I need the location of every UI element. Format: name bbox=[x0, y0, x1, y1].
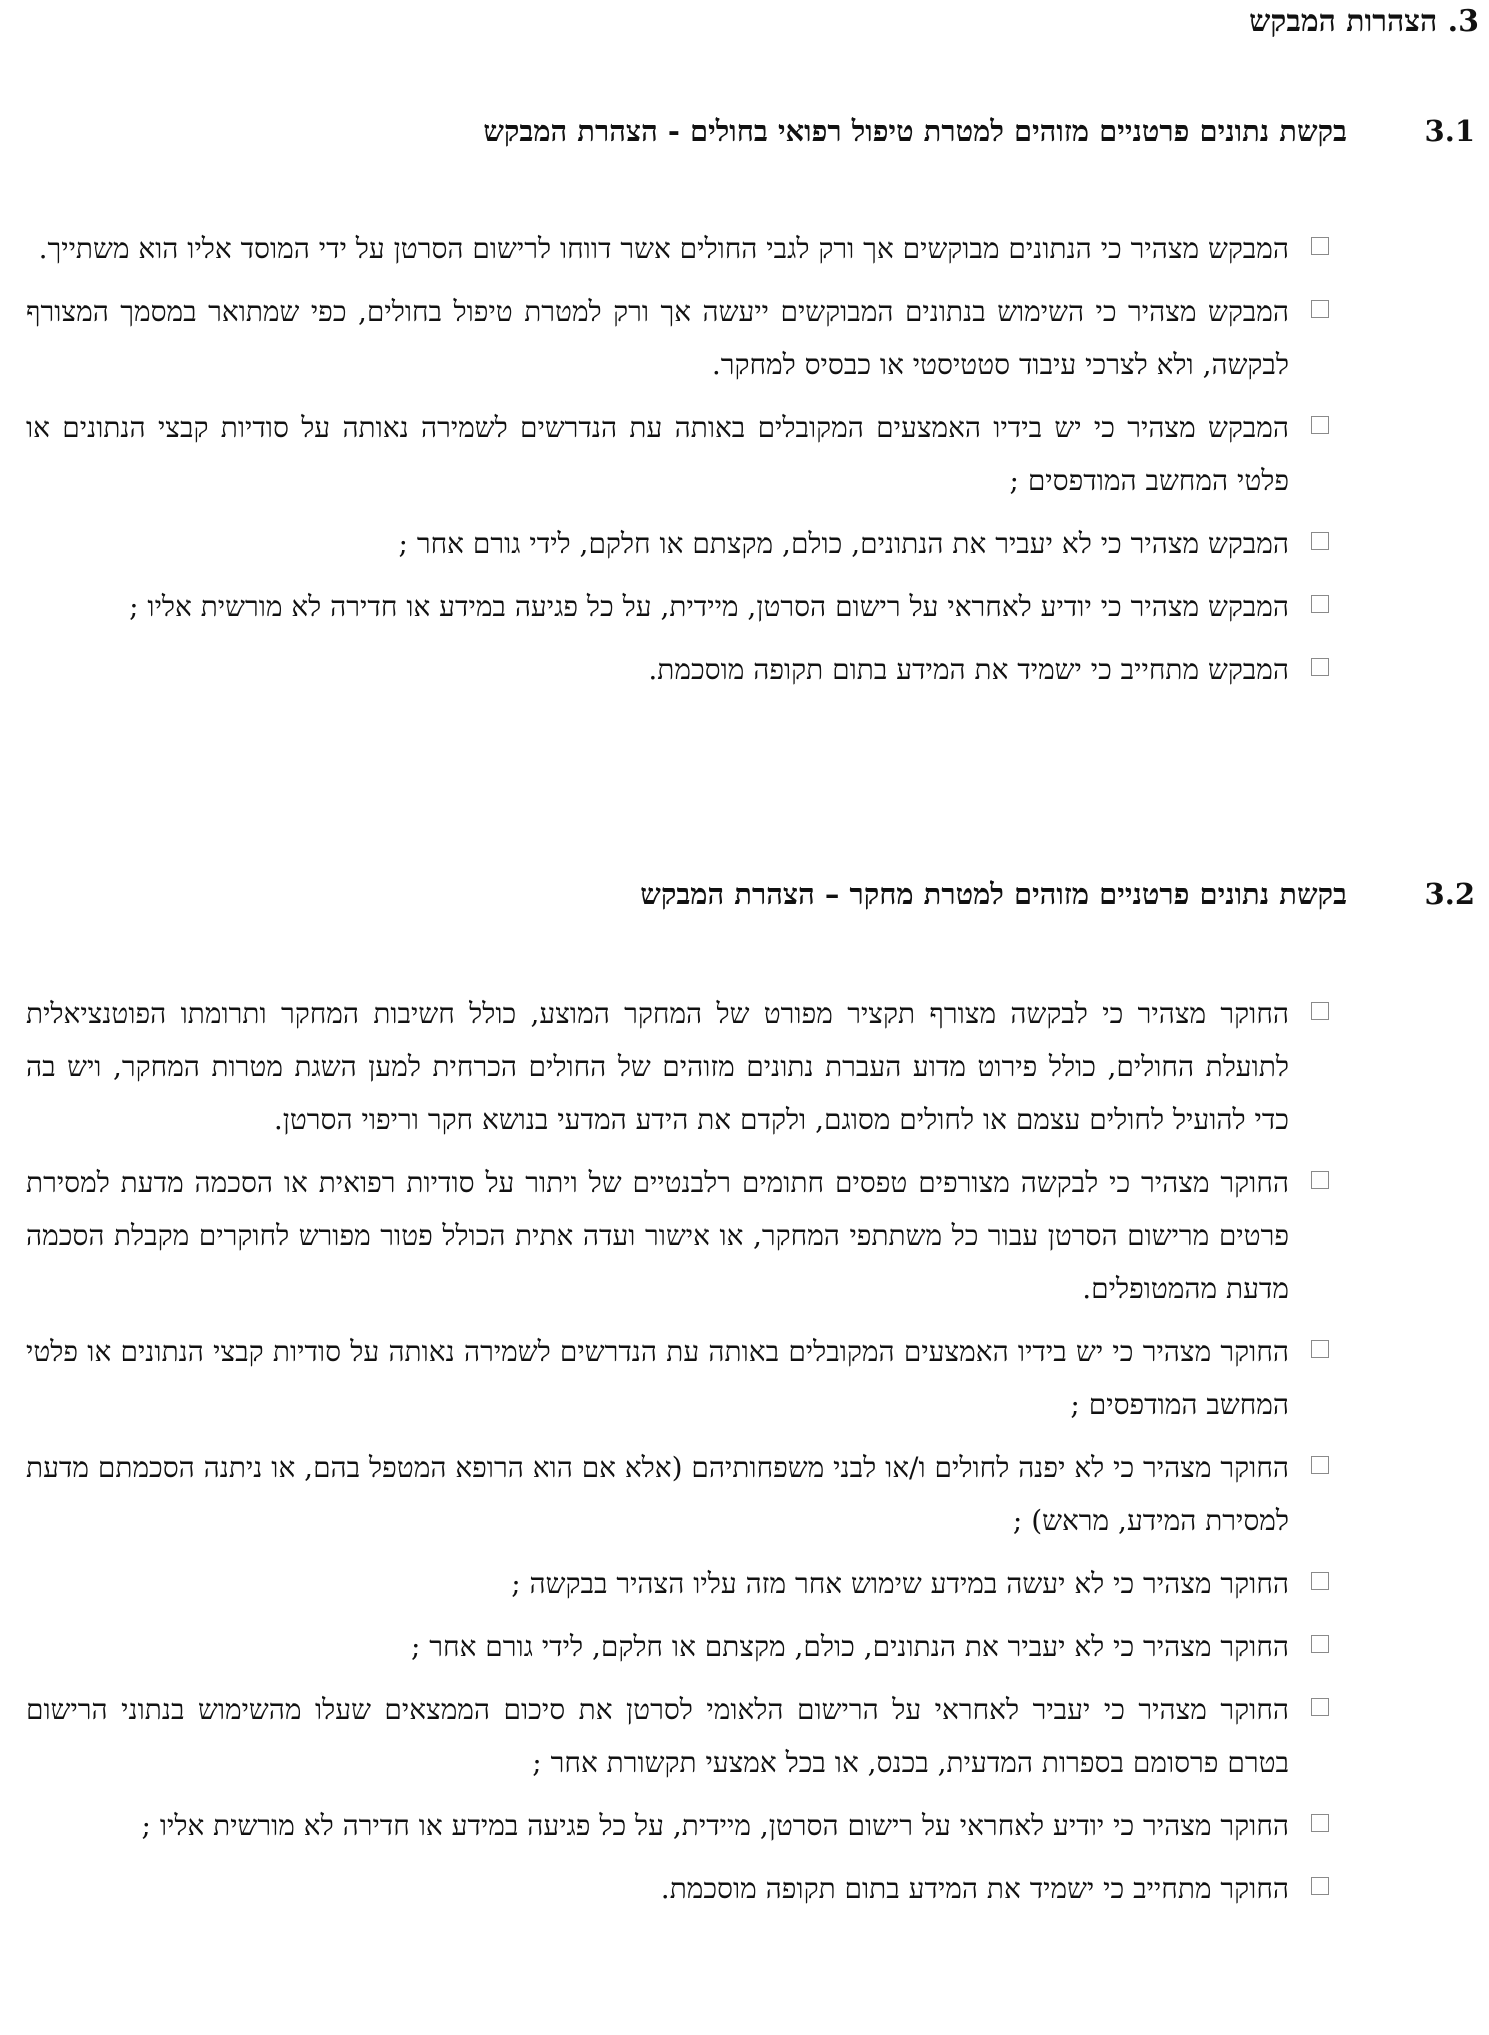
declaration-text: המבקש מצהיר כי יודיע לאחראי על רישום הסרטן, מיידית, על כל פגיעה במידע או חדירה לא מורשית אליו ; bbox=[129, 590, 1289, 623]
declaration-item bbox=[0, 1557, 1489, 1610]
declarations-list-3-2 bbox=[0, 987, 1489, 1925]
declaration-text: החוקר מצהיר כי יודיע לאחראי על רישום הסרטן, מיידית, על כל פגיעה במידע או חדירה לא מורשית אליו ; bbox=[141, 1809, 1289, 1842]
declaration-checkbox[interactable] bbox=[1311, 1572, 1329, 1590]
declaration-checkbox[interactable] bbox=[1311, 300, 1329, 318]
declaration-checkbox[interactable] bbox=[1311, 1456, 1329, 1474]
section-title-3-2 bbox=[295, 875, 1475, 913]
declaration-item bbox=[0, 517, 1489, 570]
declaration-item bbox=[0, 222, 1489, 275]
declaration-text: המבקש מצהיר כי הנתונים מבוקשים אך ורק לגבי החולים אשר דווחו לרישום הסרטן על ידי המוסד אליו הוא משתייך. bbox=[38, 232, 1289, 265]
declaration-item bbox=[0, 580, 1489, 633]
declaration-text: המבקש מצהיר כי השימוש בנתונים המבוקשים ייעשה אך ורק למטרת טיפול בחולים, כפי שמתואר במסמך המצורף לבקשה, ולא לצרכי עיבוד סטטיסטי או כבסיס למחקר. bbox=[26, 295, 1289, 381]
declaration-checkbox[interactable] bbox=[1311, 1877, 1329, 1895]
declaration-item bbox=[0, 1441, 1489, 1547]
declaration-text: החוקר מצהיר כי לבקשה מצורף תקציר מפורט של המחקר המוצע, כולל חשיבות המחקר ותרומתו הפוטנציאלית לתועלת החולים, כולל פירוט מדוע העברת נתונים מזוהים של החולים הכרחית למען השגת מטרות המחקר, ויש בה כדי להועיל לחולים עצמם או לחולים מסוגם, ולקדם את הידע המדעי בנושא חקר וריפוי הסרטן. bbox=[26, 997, 1289, 1136]
declaration-checkbox[interactable] bbox=[1311, 1635, 1329, 1653]
document-heading: 3. הצהרות המבקש bbox=[1249, 4, 1479, 39]
section-title-text: בקשת נתונים פרטניים מזוהים למטרת מחקר – הצהרת המבקש bbox=[640, 877, 1347, 911]
declaration-item bbox=[0, 401, 1489, 507]
declaration-text: החוקר מצהיר כי לא יפנה לחולים ו/או לבני משפחותיהם (אלא אם הוא הרופא המטפל בהם, או ניתנה הסכמתם מדעת למסירת המידע, מראש) ; bbox=[26, 1451, 1289, 1537]
declaration-checkbox[interactable] bbox=[1311, 237, 1329, 255]
declaration-item bbox=[0, 1799, 1489, 1852]
declaration-text: המבקש מצהיר כי לא יעביר את הנתונים, כולם, מקצתם או חלקם, לידי גורם אחר ; bbox=[398, 527, 1289, 560]
declaration-text: החוקר מצהיר כי יעביר לאחראי על הרישום הלאומי לסרטן את סיכום הממצאים שעלו מהשימוש בנתוני הרישום בטרם פרסומם בספרות המדעית, בכנס, או בכל אמצעי תקשורת אחר ; bbox=[26, 1693, 1289, 1779]
declaration-checkbox[interactable] bbox=[1311, 532, 1329, 550]
declaration-checkbox[interactable] bbox=[1311, 1171, 1329, 1189]
declaration-text: החוקר מצהיר כי יש בידיו האמצעים המקובלים באותה עת הנדרשים לשמירה נאותה על סודיות קבצי הנתונים או פלטי המחשב המודפסים ; bbox=[26, 1335, 1289, 1421]
section-title-3-1 bbox=[295, 112, 1475, 150]
declaration-item bbox=[0, 643, 1489, 696]
section-number: 3.1 bbox=[1424, 114, 1475, 148]
section-title-text: בקשת נתונים פרטניים מזוהים למטרת טיפול רפואי בחולים - הצהרת המבקש bbox=[483, 114, 1347, 148]
section-number: 3.2 bbox=[1424, 877, 1475, 911]
declaration-item bbox=[0, 285, 1489, 391]
declaration-text: המבקש מצהיר כי יש בידיו האמצעים המקובלים באותה עת הנדרשים לשמירה נאותה על סודיות קבצי הנתונים או פלטי המחשב המודפסים ; bbox=[26, 411, 1289, 497]
declaration-text: החוקר מצהיר כי לא יעשה במידע שימוש אחר מזה עליו הצהיר בבקשה ; bbox=[511, 1567, 1289, 1600]
declaration-checkbox[interactable] bbox=[1311, 1340, 1329, 1358]
declaration-item bbox=[0, 1156, 1489, 1315]
declaration-item bbox=[0, 1325, 1489, 1431]
declaration-item bbox=[0, 987, 1489, 1146]
declaration-text: החוקר מצהיר כי לא יעביר את הנתונים, כולם, מקצתם או חלקם, לידי גורם אחר ; bbox=[410, 1630, 1289, 1663]
declaration-checkbox[interactable] bbox=[1311, 1698, 1329, 1716]
declaration-item bbox=[0, 1620, 1489, 1673]
declaration-text: המבקש מתחייב כי ישמיד את המידע בתום תקופה מוסכמת. bbox=[648, 653, 1289, 686]
declaration-item bbox=[0, 1862, 1489, 1915]
declarations-list-3-1 bbox=[0, 222, 1489, 706]
declaration-checkbox[interactable] bbox=[1311, 1814, 1329, 1832]
declaration-checkbox[interactable] bbox=[1311, 595, 1329, 613]
declaration-text: החוקר מתחייב כי ישמיד את המידע בתום תקופה מוסכמת. bbox=[660, 1872, 1289, 1905]
declaration-checkbox[interactable] bbox=[1311, 416, 1329, 434]
declaration-item bbox=[0, 1683, 1489, 1789]
declaration-checkbox[interactable] bbox=[1311, 658, 1329, 676]
declaration-text: החוקר מצהיר כי לבקשה מצורפים טפסים חתומים רלבנטיים של ויתור על סודיות רפואית או הסכמה מדעת למסירת פרטים מרישום הסרטן עבור כל משתתפי המחקר, או אישור ועדה אתית הכולל פטור מפורש לחוקרים מקבלת הסכמה מדעת מהמטופלים. bbox=[26, 1166, 1289, 1305]
declaration-checkbox[interactable] bbox=[1311, 1002, 1329, 1020]
